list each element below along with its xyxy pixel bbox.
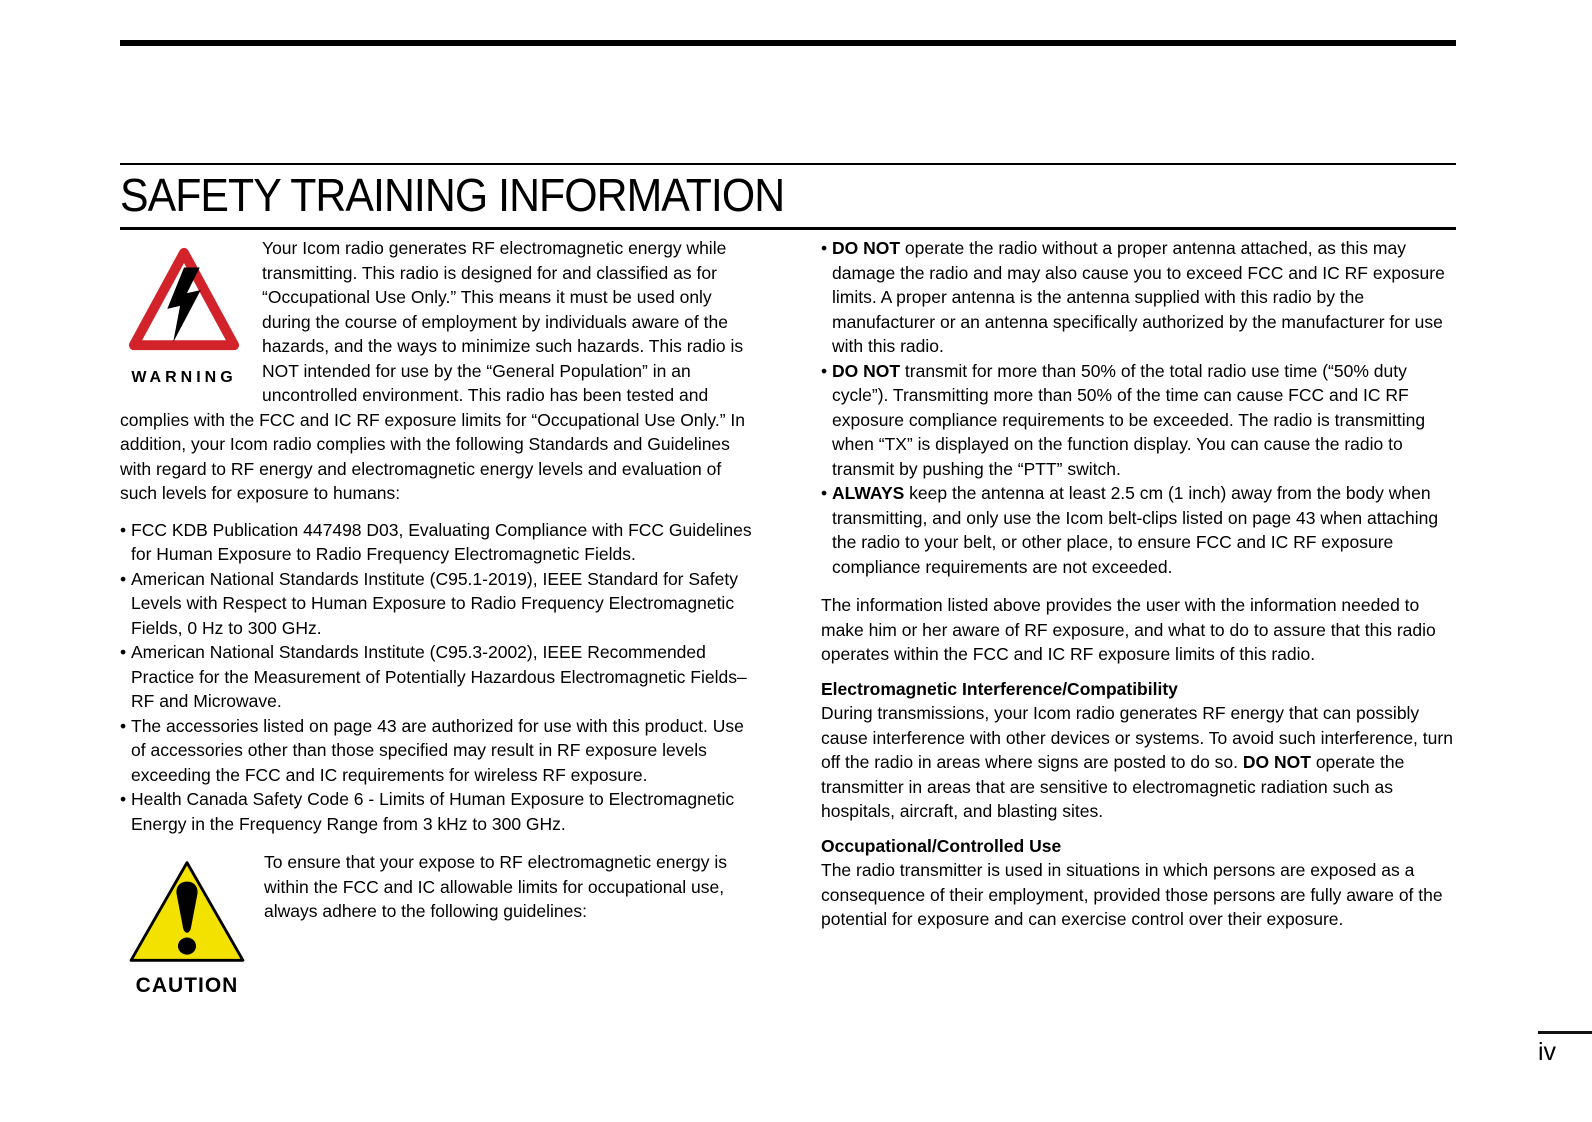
emi-heading: Electromagnetic Interference/Compatibility bbox=[821, 678, 1178, 699]
emi-text: During transmissions, your Icom radio generates RF energy that can possibly cause interference with other devices or systems. To avoid such interference, turn off the radio in areas where signs are posted to do so. bbox=[821, 703, 1453, 772]
emphasis: DO NOT bbox=[832, 238, 901, 258]
list-item-text: transmit for more than 50% of the total radio use time (“50% duty cycle”). Transmitting more than 50% of the time can cause FCC and IC RF exposure compliance requirements to be exceeded. The radio is transmitting when “TX” is displayed on the function display. You can cause the radio to transmit by pushing the “PTT” switch. bbox=[832, 360, 1426, 479]
caution-exclamation-icon bbox=[124, 856, 250, 966]
emi-paragraph bbox=[821, 701, 1460, 824]
list-item: • The accessories listed on page 43 are authorized for use with this product. Use of accessories other than those specified may result in RF exposure levels exceeding the FCC and IC requirements for wireless RF exposure. bbox=[120, 714, 759, 788]
top-rule bbox=[120, 40, 1456, 46]
content-columns bbox=[120, 236, 1460, 998]
list-item: • American National Standards Institute (C95.1-2019), IEEE Standard for Safety Levels with Respect to Human Exposure to Radio Frequency Electromagnetic Fields, 0 Hz to 300 GHz. bbox=[120, 567, 759, 641]
list-item-text: keep the antenna at least 2.5 cm (1 inch) away from the body when transmitting, and only use the Icom belt-clips listed on page 43 when attaching the radio to your belt, or other place, to ensure FCC and IC RF exposure compliance requirements are not exceeded. bbox=[832, 483, 1439, 577]
caution-sign bbox=[120, 856, 254, 998]
occupational-paragraph: The radio transmitter is used in situations in which persons are exposed as a consequence of their employment, provided those persons are fully aware of the potential for exposure and can exercise control over their exposure. bbox=[821, 860, 1443, 929]
emphasis: DO NOT bbox=[1242, 752, 1311, 772]
page-number: iv bbox=[1538, 1031, 1592, 1067]
caution-paragraph: To ensure that your expose to RF electromagnetic energy is within the FCC and IC allowable limits for occupational use, always adhere to the following guidelines: bbox=[264, 852, 728, 921]
left-column bbox=[120, 236, 759, 998]
intro-paragraph: Your Icom radio generates RF electromagnetic energy while transmitting. This radio is designed for and classified as for “Occupational Use Only.” This means it must be used only during the course of employment by individuals aware of the hazards, and the ways to minimize such hazards. This radio is NOT intended for use by the “General Population” in an uncontrolled environment. This radio has been tested and complies with the FCC and IC RF exposure limits for “Occupational Use Only.” In addition, your Icom radio complies with the following Standards and Guidelines with regard to RF energy and electromagnetic energy levels and evaluation of such levels for exposure to humans: bbox=[120, 238, 746, 503]
emphasis: ALWAYS bbox=[832, 483, 905, 503]
intro-block bbox=[120, 236, 759, 506]
warning-lightning-icon bbox=[125, 240, 243, 358]
standards-list bbox=[120, 518, 759, 837]
list-item: • American National Standards Institute (C95.3-2002), IEEE Recommended Practice for the Measurement of Potentially Hazardous Electromagnetic Fields– RF and Microwave. bbox=[120, 640, 759, 714]
list-item: • Health Canada Safety Code 6 - Limits of Human Exposure to Electromagnetic Energy in the Frequency Range from 3 kHz to 300 GHz. bbox=[120, 787, 759, 836]
list-item-text: operate the radio without a proper antenna attached, as this may damage the radio and may also cause you to exceed FCC and IC RF exposure limits. A proper antenna is the antenna supplied with this radio by the manufacturer or an antenna specifically authorized by the manufacturer for use with this radio. bbox=[832, 238, 1445, 356]
title-block bbox=[120, 163, 1456, 230]
emi-text: operate the transmitter in areas that are sensitive to electromagnetic radiation such as hospitals, aircraft, and blasting sites. bbox=[821, 752, 1405, 821]
guidelines-list bbox=[821, 236, 1460, 579]
emphasis: DO NOT bbox=[832, 360, 901, 381]
warning-sign bbox=[120, 240, 248, 406]
list-item: • FCC KDB Publication 447498 D03, Evaluating Compliance with FCC Guidelines for Human Exposure to Radio Frequency Electromagnetic Fields. bbox=[120, 518, 759, 567]
list-item bbox=[821, 236, 1460, 359]
list-item bbox=[821, 481, 1460, 579]
warning-label: WARNING bbox=[131, 368, 237, 386]
summary-paragraph: The information listed above provides the user with the information needed to make him or her aware of RF exposure, and what to do to assure that this radio operates within the FCC and IC RF exposure limits of this radio. bbox=[821, 595, 1436, 664]
caution-block bbox=[120, 850, 759, 997]
right-column bbox=[821, 236, 1460, 998]
list-item bbox=[821, 359, 1460, 482]
page-title: SAFETY TRAINING INFORMATION bbox=[120, 169, 785, 221]
caution-label: CAUTION bbox=[135, 973, 239, 997]
occupational-heading: Occupational/Controlled Use bbox=[821, 835, 1062, 856]
